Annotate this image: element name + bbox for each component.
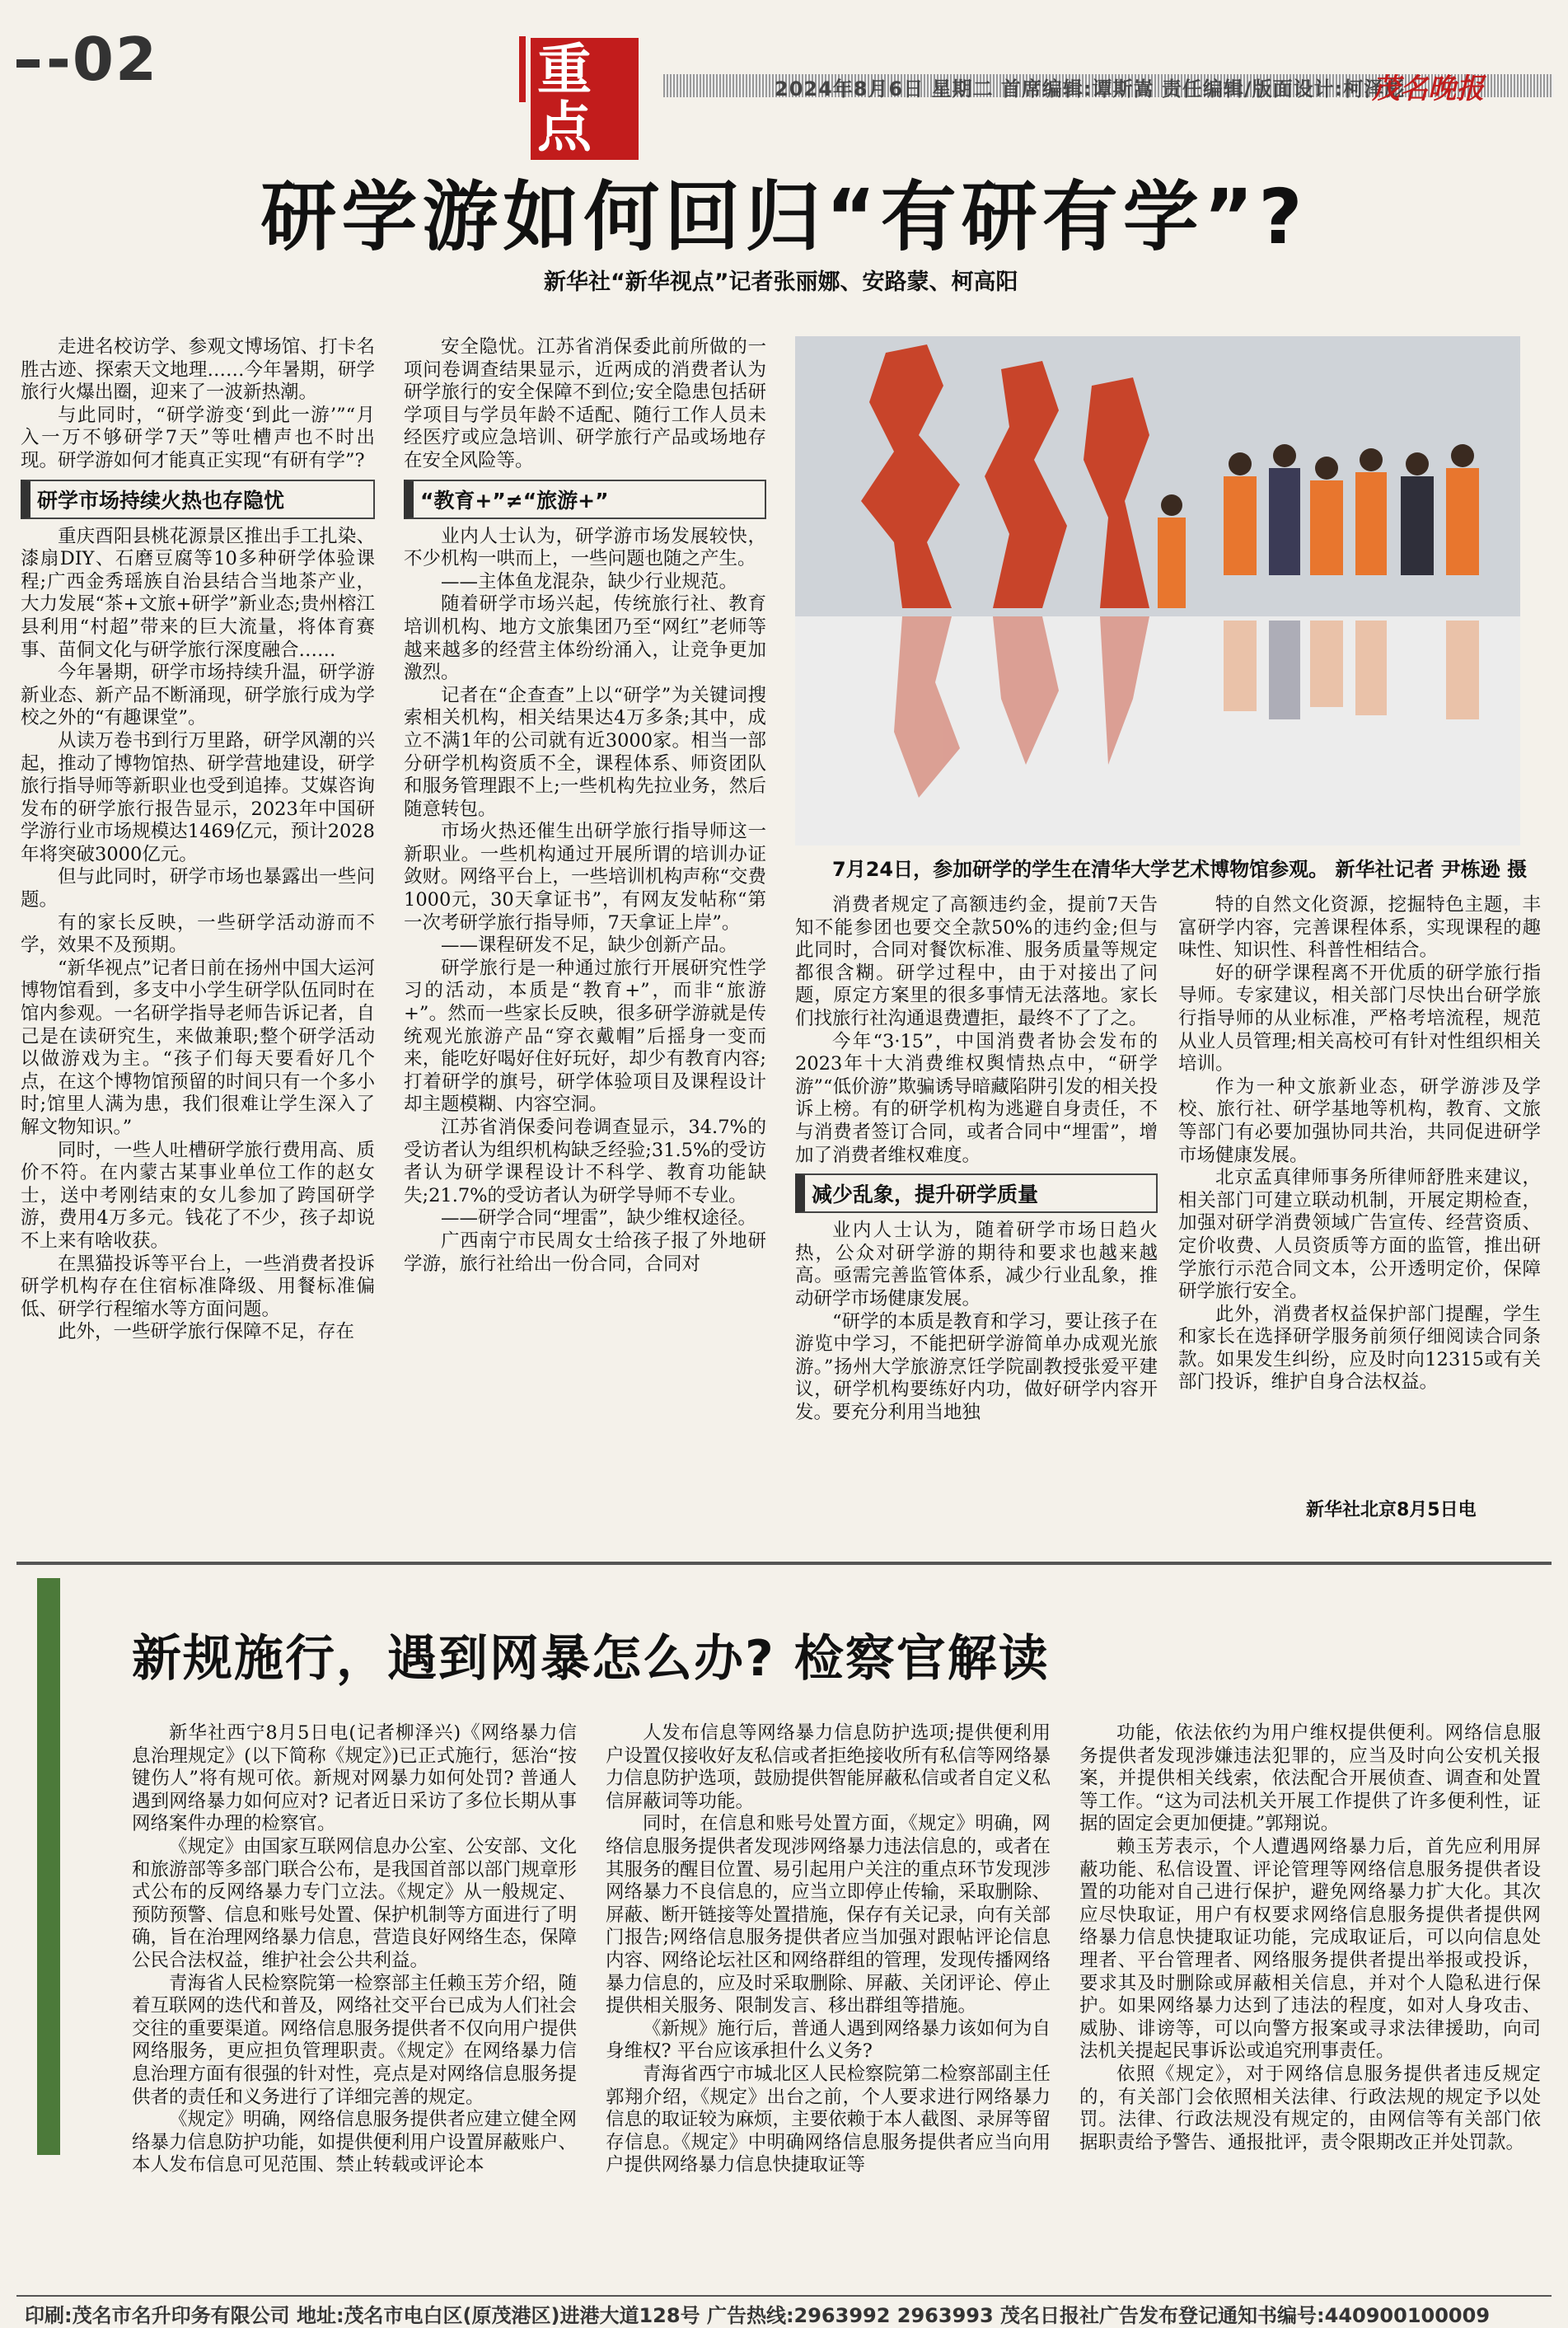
- paragraph: 作为一种文旅新业态，研学游涉及学校、旅行社、研学基地等机构，教育、文旅等部门有必要加强协同共治，共同促进研学市场健康发展。: [1178, 1075, 1541, 1166]
- paragraph: 人发布信息等网络暴力信息防护选项;提供便利用户设置仅接收好友私信或者拒绝接收所有私信等网络暴力信息防护选项，鼓励提供智能屏蔽私信或者自定义私信屏蔽词等功能。: [606, 1722, 1051, 1812]
- page-number: -02: [16, 25, 158, 94]
- lead-byline: 新华社“新华视点”记者张丽娜、安路蒙、柯高阳: [544, 269, 1018, 295]
- paragraph: 重庆酉阳县桃花源景区推出手工扎染、漆扇DIY、石磨豆腐等10多种研学体验课程;广西金秀瑶族自治县结合当地茶产业，大力发展“茶+文旅+研学”新业态;贵州榕江县利用“村超”带来的巨大流量，将体育赛事、苗侗文化与研学旅行深度融合……: [21, 525, 375, 661]
- paragraph: 此外，一些研学旅行保障不足，存在: [58, 1321, 355, 1343]
- paragraph: 广西南宁市民周女士给孩子报了外地研学游，旅行社给出一份合同，合同对: [404, 1230, 766, 1275]
- paragraph: 记者在“企查查”上以“研学”为关键词搜索相关机构，相关结果达4万多条;其中，成立不满1年的公司就有近3000家。相当一部分研学机构资质不全，课程体系、师资团队和服务管理跟不上;一些机构先拉业务，然后随意转包。: [404, 684, 766, 820]
- paragraph: 依照《规定》，对于网络信息服务提供者违反规定的，有关部门会依照相关法律、行政法规的规定予以处罚。法律、行政法规没有规定的，由网信等有关部门依据职责给予警告、通报批评，责令限期改正并处罚款。: [1079, 2063, 1541, 2153]
- paragraph: 业内人士认为，研学游市场发展较快，不少机构一哄而上，一些问题也随之产生。: [404, 525, 766, 570]
- paragraph: 特的自然文化资源，挖掘特色主题，丰富研学内容，完善课程体系，实现课程的趣味性、知识性、科普性相结合。: [1178, 894, 1541, 962]
- second-column-1: [132, 1722, 577, 2177]
- paragraph: 赖玉芳表示，个人遭遇网络暴力后，首先应利用屏蔽功能、私信设置、评论管理等网络信息服务提供者设置的功能对自己进行保护，避免网络暴力扩大化。其次应尽快取证，用户有权要求网络信息服务提供者提供网络暴力信息快捷取证功能，完成取证后，可以向信息处理者、平台管理者、网络服务提供者提出举报或投诉，要求其及时删除或屏蔽相关信息，并对个人隐私进行保护。如果网络暴力达到了违法的程度，如对人身攻击、威胁、诽谤等，可以向警方报案或寻求法律援助，向司法机关提起民事诉讼或追究刑事责任。: [1079, 1835, 1541, 2063]
- lead-column-4: [1178, 894, 1541, 1394]
- paragraph: 《规定》明确，网络信息服务提供者应建立健全网络暴力信息防护功能，如提供便利用户设置屏蔽账户、本人发布信息可见范围、禁止转载或评论本: [132, 2109, 578, 2176]
- lead-headline: 研学游如何回归“有研有学”?: [260, 173, 1308, 261]
- paragraph: ——研学合同“埋雷”，缺少维权途径。: [441, 1207, 757, 1230]
- paragraph: 市场火热还催生出研学旅行指导师这一新职业。一些机构通过开展所谓的培训办证敛财。网络平台上，一些培训机构声称“交费1000元，30天拿证书”，有网友发帖称“第一次考研学旅行指导师，7天拿证上岸”。: [404, 821, 766, 934]
- lead-dateline: 新华社北京8月5日电: [1306, 1500, 1477, 1520]
- paragraph: 随着研学市场兴起，传统旅行社、教育培训机构、地方文旅集团乃至“网红”老师等越来越多的经营主体纷纷涌入，让竞争更加激烈。: [404, 593, 766, 684]
- paragraph: 在黑猫投诉等平台上，一些消费者投诉研学机构存在住宿标准降级、用餐标准偏低、研学行程缩水等方面问题。: [21, 1253, 375, 1320]
- footer-rule: [16, 2295, 1552, 2297]
- paragraph: 研学旅行是一种通过旅行开展研究性学习的活动，本质是“教育+”，而非“旅游+”。然而一些家长反映，很多研学游就是传统观光旅游产品“穿衣戴帽”后摇身一变而来，能吃好喝好住好玩好，却少有教育内容;打着研学的旗号，研学体验项目及课程设计却主题模糊、内容空洞。: [404, 957, 766, 1116]
- paragraph: 《规定》由国家互联网信息办公室、公安部、文化和旅游部等多部门联合公布，是我国首部以部门规章形式公布的反网络暴力专门立法。《规定》从一般规定、预防预警、信息和账号处置、保护机制等方面进行了明确，旨在治理网络暴力信息，营造良好网络生态，保障公民合法权益，维护社会公共利益。: [132, 1835, 578, 1971]
- subheading: 减少乱象，提升研学质量: [795, 1173, 1158, 1213]
- paragraph: ——课程研发不足，缺少创新产品。: [441, 934, 738, 957]
- footer-imprint: 印刷:茂名市名升印务有限公司 地址:茂名市电白区(原茂港区)进港大道128号 广告热线:2963992 2963993 茂名日报社广告发布登记通知书编号:440900100009: [25, 2304, 1491, 2327]
- subheading: 研学市场持续火热也存隐忧: [21, 480, 375, 519]
- paragraph: 安全隐忧。江苏省消保委此前所做的一项问卷调查结果显示，近两成的消费者认为研学旅行的安全保障不到位;安全隐患包括研学项目与学员年龄不适配、随行工作人员未经医疗或应急培训、研学旅行产品或场地存在安全风险等。: [404, 336, 766, 471]
- paragraph: 从读万卷书到行万里路，研学风潮的兴起，推动了博物馆热、研学营地建设，研学旅行指导师等新职业也受到追捧。艾媒咨询发布的研学旅行报告显示，2023年中国研学游行业市场规模达1469亿元，预计2028年将突破3000亿元。: [21, 729, 375, 865]
- paragraph: 有的家长反映，一些研学活动游而不学，效果不及预期。: [21, 911, 375, 957]
- paragraph: ——主体鱼龙混杂，缺少行业规范。: [441, 570, 738, 593]
- paragraph: 今年暑期，研学市场持续升温，研学游新业态、新产品不断涌现，研学旅行成为学校之外的“有趣课堂”。: [21, 662, 375, 729]
- paragraph: 今年“3·15”，中国消费者协会发布的2023年十大消费维权舆情热点中，“研学游”“低价游”欺骗诱导暗藏陷阱引发的相关投诉上榜。有的研学机构为逃避自身责任，不与消费者签订合同，或者合同中“埋雷”，增加了消费者维权难度。: [795, 1030, 1158, 1166]
- paragraph: 新华社西宁8月5日电(记者柳泽兴)《网络暴力信息治理规定》(以下简称《规定》)已正式施行，惩治“按键伤人”将有规可依。新规对网暴力如何处罚? 普通人遇到网络暴力如何应对? 记者近日采访了多位长期从事网络案件办理的检察官。: [132, 1722, 577, 1835]
- paragraph: 北京孟真律师事务所律师舒胜来建议，相关部门可建立联动机制，开展定期检查，加强对研学消费领域广告宣传、经营资质、定价收费、人员资质等方面的监管，推出研学旅行示范合同文本，公开透明定价，保障研学旅行安全。: [1178, 1167, 1541, 1303]
- subheading: “教育+”≠“旅游+”: [404, 480, 766, 519]
- paragraph: 与此同时，“研学游变‘到此一游’”“月入一万不够研学7天”等吐槽声也不时出现。研学游如何才能真正实现“有研有学”?: [21, 404, 375, 471]
- story-divider: [16, 1562, 1552, 1565]
- newspaper-brand: 茂名晚报: [1372, 73, 1484, 105]
- paragraph: 青海省人民检察院第一检察部主任赖玉芳介绍，随着互联网的迭代和普及，网络社交平台已成为人们社会交往的重要渠道。网络信息服务提供者不仅向用户提供网络服务，更应担负管理职责。《规定》在网络暴力信息治理方面有很强的针对性，亮点是对网络信息服务提供者的责任和义务进行了详细完善的规定。: [132, 1972, 578, 2108]
- paragraph: 同时，一些人吐槽研学旅行费用高、质价不符。在内蒙古某事业单位工作的赵女士，送中考刚结束的女儿参加了跨国研学游，费用4万多元。钱花了不少，孩子却说不上来有啥收获。: [21, 1139, 375, 1252]
- paragraph: 功能，依法依约为用户维权提供便利。网络信息服务提供者发现涉嫌违法犯罪的，应当及时向公安机关报案，并提供相关线索，依法配合开展侦查、调查和处置等工作。“这为司法机关开展工作提供了许多便利性，证据的固定会更加便捷。”郭翔说。: [1079, 1722, 1541, 1835]
- paragraph: 此外，消费者权益保护部门提醒，学生和家长在选择研学服务前须仔细阅读合同条款。如果发生纠纷，应及时向12315或有关部门投诉，维护自身合法权益。: [1178, 1303, 1541, 1394]
- issue-info: 2024年8月6日 星期二 首席编辑:谭斯嵩 责任编辑/版面设计:柯泽彪: [775, 77, 1406, 101]
- lead-column-3: [795, 894, 1158, 1424]
- paragraph: 但与此同时，研学市场也暴露出一些问题。: [21, 866, 375, 911]
- paragraph: 好的研学课程离不开优质的研学旅行指导师。专家建议，相关部门尽快出台研学旅行指导师的从业标准，严格考培流程，规范从业人员管理;相关高校可有针对性组织相关培训。: [1178, 962, 1541, 1075]
- paragraph: 消费者规定了高额违约金，提前7天告知不能参团也要交全款50%的违约金;但与此同时，合同对餐饮标准、服务质量等规定都很含糊。研学过程中，由于对接出了问题，原定方案里的很多事情无法落地。家长们找旅行社沟通退费遭拒，最终不了了之。: [795, 894, 1158, 1029]
- museum-photo: [795, 336, 1520, 845]
- second-headline: 新规施行，遇到网暴怎么办? 检察官解读: [132, 1630, 1050, 1688]
- section-label: 重点: [519, 30, 639, 105]
- paragraph: “研学的本质是教育和学习，要让孩子在游览中学习，不能把研学游简单办成观光旅游。”扬州大学旅游烹饪学院副教授张爱平建议，研学机构要练好内功，做好研学内容开发。要充分利用当地独: [795, 1310, 1158, 1423]
- second-column-3: [1079, 1722, 1541, 2154]
- paragraph: 业内人士认为，随着研学市场日趋火热，公众对研学游的期待和要求也越来越高。亟需完善监管体系，减少行业乱象，推动研学市场健康发展。: [795, 1220, 1158, 1309]
- paragraph: 青海省西宁市城北区人民检察院第二检察部副主任郭翔介绍，《规定》出台之前，个人要求进行网络暴力信息的取证较为麻烦，主要依赖于本人截图、录屏等留存信息。《规定》中明确网络信息服务提供者应当向用户提供网络暴力信息快捷取证等: [606, 2063, 1051, 2176]
- paragraph: 江苏省消保委问卷调查显示，34.7%的受访者认为组织机构缺乏经验;31.5%的受访者认为研学课程设计不科学、教育功能缺失;21.7%的受访者认为研学导师不专业。: [404, 1117, 766, 1206]
- paragraph: “新华视点”记者日前在扬州中国大运河博物馆看到，多支中小学生研学队伍同时在馆内参观。一名研学指导老师告诉记者，自己是在读研究生，来做兼职;整个研学活动以做游戏为主。“孩子们每天要看好几个点，在这个博物馆预留的时间只有一个多小时;馆里人满为患，我们很难让学生深入了解文物知识。”: [21, 957, 375, 1138]
- paragraph: 《新规》施行后，普通人遇到网络暴力该如何为自身维权? 平台应该承担什么义务?: [606, 2017, 1051, 2063]
- photo-caption: 7月24日，参加研学的学生在清华大学艺术博物馆参观。 新华社记者 尹栋逊 摄: [832, 858, 1528, 881]
- paragraph: 同时，在信息和账号处置方面，《规定》明确，网络信息服务提供者发现涉网络暴力违法信息的，或者在其服务的醒目位置、易引起用户关注的重点环节发现涉网络暴力不良信息的，应当立即停止传输，采取删除、屏蔽、断开链接等处置措施，保存有关记录，向有关部门报告;网络信息服务提供者应当加强对跟帖评论信息内容、网络论坛社区和网络群组的管理，发现传播网络暴力信息的，应及时采取删除、屏蔽、关闭评论、停止提供相关服务、限制发言、移出群组等措施。: [606, 1813, 1051, 2017]
- lead-column-1: [21, 336, 375, 1344]
- second-column-2: [606, 1722, 1051, 2177]
- paragraph: 走进名校访学、参观文博场馆、打卡名胜古迹、探索天文地理……今年暑期，研学旅行火爆出圈，迎来了一波新热潮。: [21, 336, 375, 404]
- lead-column-2: [404, 336, 766, 1276]
- story-accent-bar: [37, 1578, 60, 2155]
